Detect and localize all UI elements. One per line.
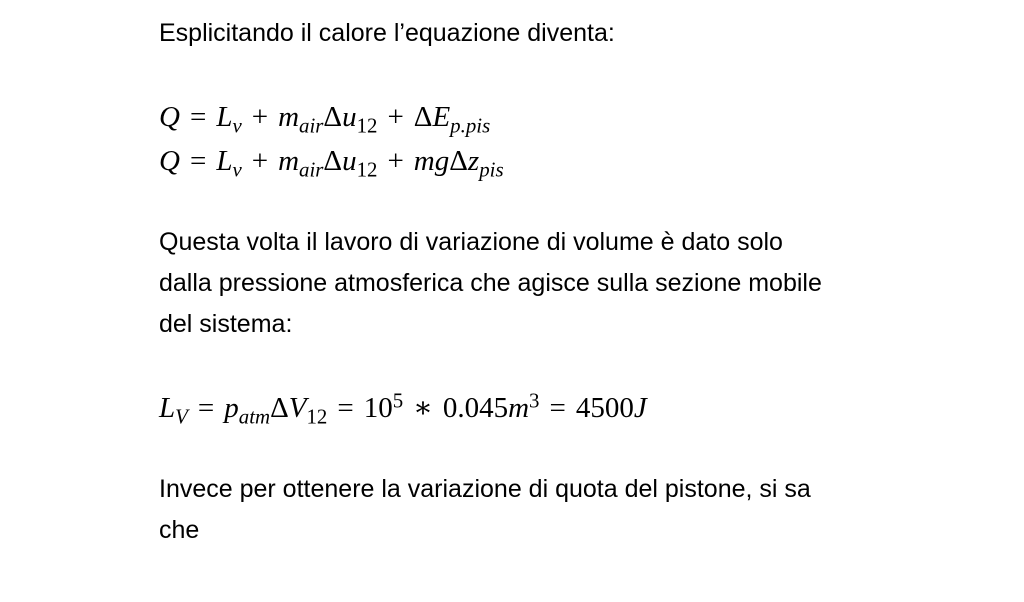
- work-paragraph-line-3: del sistema:: [159, 310, 293, 338]
- intro-paragraph: Esplicitando il calore l’equazione diventa:: [159, 19, 615, 47]
- height-paragraph-line-2: che: [159, 516, 200, 544]
- work-paragraph: [159, 222, 822, 345]
- height-paragraph: [159, 469, 811, 551]
- height-paragraph-line-1: Invece per ottenere la variazione di quota del pistone, si sa: [159, 475, 811, 503]
- work-paragraph-line-1: Questa volta il lavoro di variazione di volume è dato solo: [159, 228, 783, 256]
- equation-heat-1: $Q = L_v + m_{air}\Delta u_{12} + \Delta E_{p.pis}$: [159, 101, 491, 138]
- equation-work: $L_V = p_{atm}\Delta V_{12} = 10^5$ ∗ $0.045m^3 = 4500J$: [159, 388, 647, 429]
- equation-heat-2: $Q = L_v + m_{air}\Delta u_{12} + mg\Delta z_{pis}$: [159, 145, 504, 182]
- work-paragraph-line-2: dalla pressione atmosferica che agisce sulla sezione mobile: [159, 269, 822, 297]
